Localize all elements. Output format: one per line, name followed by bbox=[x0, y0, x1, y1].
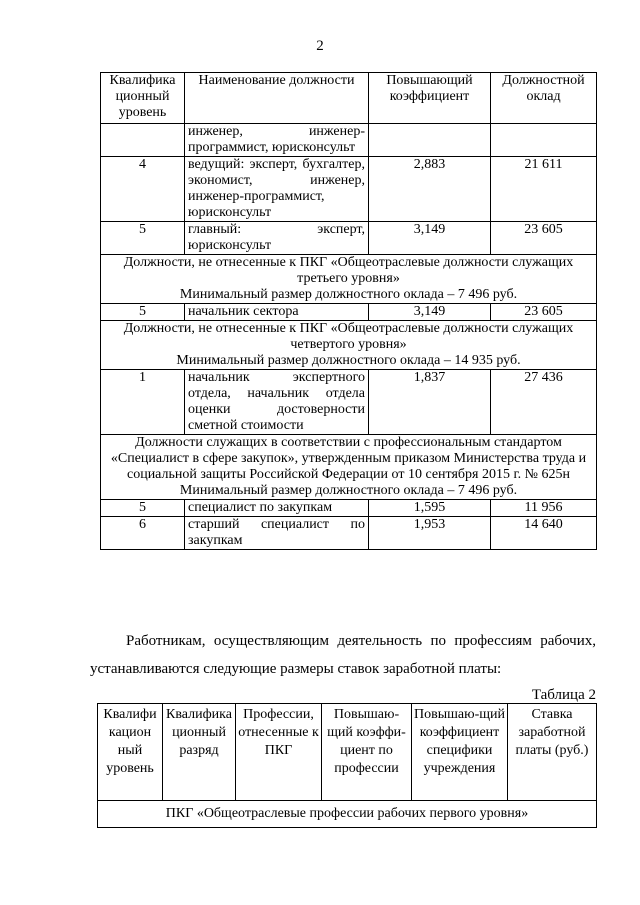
cell-position: специалист по закупкам bbox=[185, 500, 369, 517]
cell-salary: 21 611 bbox=[491, 157, 597, 222]
header-salary: Должностной оклад bbox=[491, 73, 597, 124]
header-level: Квалифика ционный уровень bbox=[101, 73, 185, 124]
table-row bbox=[101, 157, 597, 222]
salary-table bbox=[100, 72, 597, 550]
cell-coefficient bbox=[369, 124, 491, 157]
cell-coefficient: 1,953 bbox=[369, 517, 491, 550]
section-title: ПКГ «Общеотраслевые профессии рабочих первого уровня» bbox=[98, 801, 597, 828]
section-row bbox=[101, 255, 597, 304]
table-header-row bbox=[98, 704, 597, 801]
cell-level: 4 bbox=[101, 157, 185, 222]
header-wage-rate: Ставка заработной платы (руб.) bbox=[508, 704, 597, 801]
cell-salary: 23 605 bbox=[491, 304, 597, 321]
cell-salary: 14 640 bbox=[491, 517, 597, 550]
cell-position: старший специалист по закупкам bbox=[185, 517, 369, 550]
cell-coefficient: 3,149 bbox=[369, 304, 491, 321]
cell-level: 1 bbox=[101, 370, 185, 435]
cell-coefficient: 1,595 bbox=[369, 500, 491, 517]
table-row bbox=[101, 517, 597, 550]
section-cell bbox=[101, 321, 597, 370]
cell-position: ведущий: эксперт, бухгалтер, экономист, инженер, инженер-программист, юрисконсульт bbox=[185, 157, 369, 222]
table-row bbox=[101, 370, 597, 435]
header-professions: Профессии, отнесенные к ПКГ bbox=[236, 704, 322, 801]
cell-position: начальник экспертного отдела, начальник отдела оценки достоверности сметной стоимости bbox=[185, 370, 369, 435]
page-number: 2 bbox=[316, 38, 324, 54]
table-row bbox=[101, 124, 597, 157]
cell-salary: 23 605 bbox=[491, 222, 597, 255]
section-row bbox=[101, 435, 597, 500]
section-min-salary: Минимальный размер должностного оклада – 7 496 руб. bbox=[179, 287, 518, 302]
header-level: Квалифи кацион ный уровень bbox=[98, 704, 163, 801]
cell-position: начальник сектора bbox=[185, 304, 369, 321]
table-row bbox=[101, 500, 597, 517]
cell-coefficient: 1,837 bbox=[369, 370, 491, 435]
section-row bbox=[101, 321, 597, 370]
section-row bbox=[98, 801, 597, 828]
cell-coefficient: 3,149 bbox=[369, 222, 491, 255]
header-grade: Квалифика ционный разряд bbox=[163, 704, 236, 801]
cell-salary: 11 956 bbox=[491, 500, 597, 517]
header-position: Наименование должности bbox=[185, 73, 369, 124]
cell-level bbox=[101, 124, 185, 157]
table-header-row bbox=[101, 73, 597, 124]
section-min-salary: Минимальный размер должностного оклада – 7 496 руб. bbox=[179, 483, 518, 498]
section-title: Должности, не отнесенные к ПКГ «Общеотраслевые должности служащих третьего уровня» bbox=[123, 255, 574, 286]
cell-salary bbox=[491, 124, 597, 157]
cell-level: 5 bbox=[101, 500, 185, 517]
section-min-salary: Минимальный размер должностного оклада – 14 935 руб. bbox=[176, 353, 521, 368]
table-2-caption: Таблица 2 bbox=[531, 687, 596, 703]
cell-level: 6 bbox=[101, 517, 185, 550]
paragraph-line-1: Работникам, осуществляющим деятельность по профессиям рабочих, bbox=[126, 633, 596, 649]
table-row bbox=[101, 304, 597, 321]
header-institution-coefficient: Повышаю-щий коэффициент специфики учреждения bbox=[412, 704, 508, 801]
cell-position: главный: эксперт, юрисконсульт bbox=[185, 222, 369, 255]
paragraph-line-2: устанавливаются следующие размеры ставок заработной платы: bbox=[90, 661, 502, 677]
cell-position: инженер, инженер-программист, юрисконсульт bbox=[185, 124, 369, 157]
worker-rates-table bbox=[97, 703, 597, 828]
section-title: Должности, не отнесенные к ПКГ «Общеотраслевые должности служащих четвертого уровня» bbox=[123, 321, 574, 352]
table-row bbox=[101, 222, 597, 255]
section-title: Должности служащих в соответствии с профессиональным стандартом «Специалист в сфере закупок», утвержденным приказом Министерства труда и социальной защиты Российской Федерации от 10 сентября 2015 г. № 625н bbox=[110, 435, 587, 482]
section-cell bbox=[101, 435, 597, 500]
section-cell bbox=[101, 255, 597, 304]
cell-coefficient: 2,883 bbox=[369, 157, 491, 222]
cell-salary: 27 436 bbox=[491, 370, 597, 435]
cell-level: 5 bbox=[101, 304, 185, 321]
header-profession-coefficient: Повышаю-щий коэффи-циент по профессии bbox=[322, 704, 412, 801]
header-coefficient: Повышающий коэффициент bbox=[369, 73, 491, 124]
cell-level: 5 bbox=[101, 222, 185, 255]
